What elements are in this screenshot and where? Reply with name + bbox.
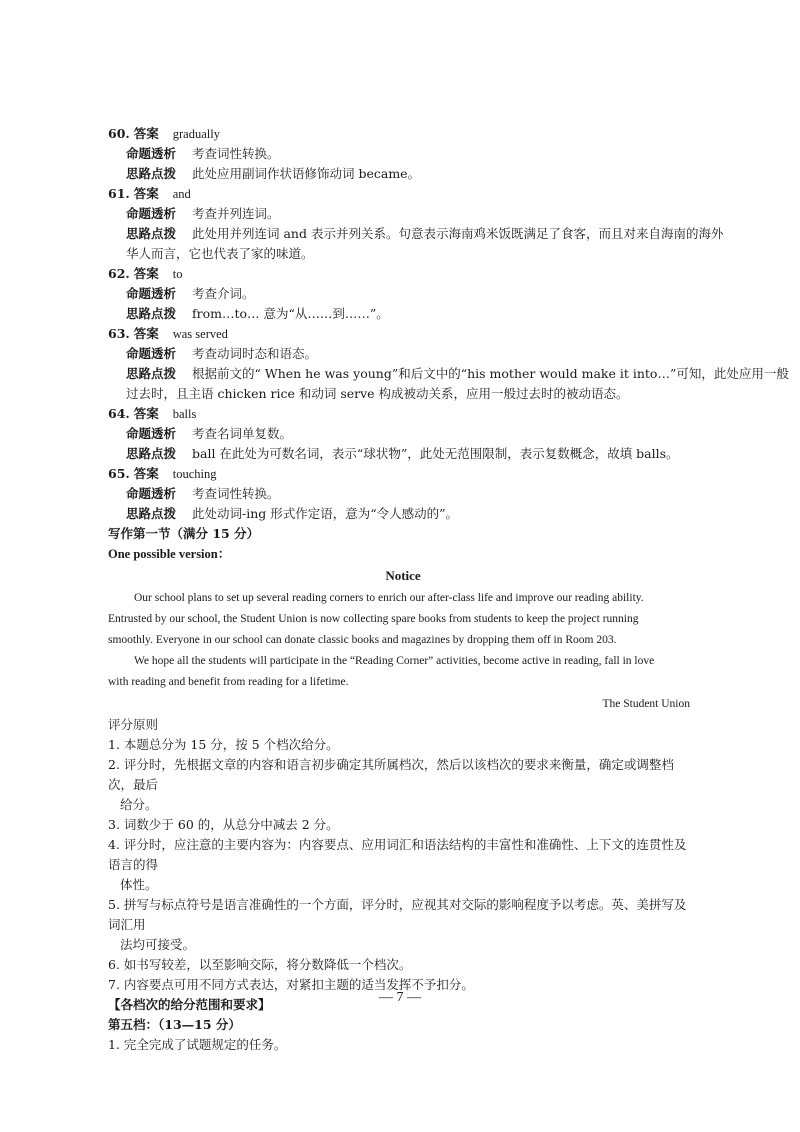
question-number: 65. bbox=[108, 466, 130, 481]
analysis-label: 命题透析 bbox=[126, 486, 177, 501]
rule-item: 2. 评分时，先根据文章的内容和语言初步确定其所属档次，然后以该档次的要求来衡量，确定或调整档次，最后 bbox=[108, 757, 674, 792]
hint-text-continued: 过去时，且主语 chicken rice 和动词 serve 构成被动关系，应用一般过去时的被动语态。 bbox=[126, 386, 629, 401]
essay-paragraph-1 bbox=[108, 588, 698, 651]
hint-text: ball 在此处为可数名词，表示“球状物”，此处无范围限制，表示复数概念，故填 balls。 bbox=[192, 446, 679, 461]
essay-signature: The Student Union bbox=[602, 698, 690, 710]
question-60 bbox=[108, 124, 698, 184]
answer-label: 答案 bbox=[133, 126, 159, 141]
notice-title: Notice bbox=[385, 568, 421, 583]
question-number: 62. bbox=[108, 266, 130, 281]
analysis-label: 命题透析 bbox=[126, 286, 177, 301]
analysis-label: 命题透析 bbox=[126, 206, 177, 221]
answer-label: 答案 bbox=[133, 186, 159, 201]
scoring-rules bbox=[108, 735, 698, 995]
essay-paragraph-2 bbox=[108, 651, 698, 693]
question-number: 61. bbox=[108, 186, 130, 201]
hint-label: 思路点拨 bbox=[126, 446, 177, 461]
grade-header: 【各档次的给分范围和要求】 bbox=[108, 997, 271, 1012]
hint-text: 此处动词-ing 形式作定语，意为“令人感动的”。 bbox=[192, 506, 459, 521]
hint-text: 此处用并列连词 and 表示并列关系。句意表示海南鸡米饭既满足了食客，而且对来自海南的海外 bbox=[192, 226, 724, 241]
analysis-text: 考查名词单复数。 bbox=[192, 426, 293, 441]
analysis-text: 考查词性转换。 bbox=[192, 486, 280, 501]
question-64 bbox=[108, 404, 698, 464]
essay-line: We hope all the students will participate in the “Reading Corner” activities, become active in reading, fall in love bbox=[134, 655, 655, 667]
question-65 bbox=[108, 464, 698, 524]
answer-label: 答案 bbox=[133, 466, 159, 481]
analysis-label: 命题透析 bbox=[126, 146, 177, 161]
hint-label: 思路点拨 bbox=[126, 366, 177, 381]
question-number: 60. bbox=[108, 126, 130, 141]
question-61 bbox=[108, 184, 724, 264]
analysis-text: 考查并列连词。 bbox=[192, 206, 280, 221]
answer-value: to bbox=[172, 267, 183, 281]
hint-text-continued: 华人而言，它也代表了家的味道。 bbox=[126, 246, 314, 261]
rule-item: 4. 评分时，应注意的主要内容为：内容要点、应用词汇和语法结构的丰富性和准确性、上下文的连贯性及语言的得 bbox=[108, 837, 687, 872]
question-number: 64. bbox=[108, 406, 130, 421]
answer-label: 答案 bbox=[133, 266, 159, 281]
question-number: 63. bbox=[108, 326, 130, 341]
hint-label: 思路点拨 bbox=[126, 226, 177, 241]
rule-item: 3. 词数少于 60 的，从总分中减去 2 分。 bbox=[108, 817, 339, 832]
question-63 bbox=[108, 324, 789, 404]
hint-label: 思路点拨 bbox=[126, 166, 177, 181]
analysis-text: 考查动词时态和语态。 bbox=[192, 346, 318, 361]
hint-label: 思路点拨 bbox=[126, 306, 177, 321]
rule-item: 1. 本题总分为 15 分，按 5 个档次给分。 bbox=[108, 737, 339, 752]
essay-line: smoothly. Everyone in our school can donate classic books and magazines by dropping them off in Room 203. bbox=[108, 634, 617, 646]
hint-label: 思路点拨 bbox=[126, 506, 177, 521]
hint-text: from…to… 意为“从……到……”。 bbox=[192, 306, 389, 321]
hint-text: 此处应用副词作状语修饰动词 became。 bbox=[192, 166, 421, 181]
page-number: — 7 — bbox=[379, 990, 421, 1005]
answer-value: and bbox=[172, 187, 191, 201]
possible-version-label: One possible version： bbox=[108, 547, 231, 561]
analysis-text: 考查介词。 bbox=[192, 286, 255, 301]
analysis-label: 命题透析 bbox=[126, 426, 177, 441]
scoring-title: 评分原则 bbox=[108, 717, 159, 732]
rule-item-continued: 体性。 bbox=[120, 877, 158, 892]
analysis-label: 命题透析 bbox=[126, 346, 177, 361]
writing-section-title: 写作第一节（满分 15 分） bbox=[108, 526, 260, 541]
essay-line: Our school plans to set up several reading corners to enrich our after-class life and improve our reading ability. bbox=[134, 592, 644, 604]
question-62 bbox=[108, 264, 698, 324]
hint-text: 根据前文的“ When he was young”和后文中的“his mother would make it into…”可知，此处应用一般 bbox=[192, 366, 789, 381]
rule-item-continued: 给分。 bbox=[120, 797, 158, 812]
rule-item: 7. 内容要点可用不同方式表达，对紧扣主题的适当发挥不予扣分。 bbox=[108, 977, 474, 992]
answer-value: gradually bbox=[172, 127, 220, 141]
answer-value: balls bbox=[172, 407, 197, 421]
analysis-text: 考查词性转换。 bbox=[192, 146, 280, 161]
answer-value: was served bbox=[172, 327, 228, 341]
rule-item: 6. 如书写较差，以至影响交际，将分数降低一个档次。 bbox=[108, 957, 412, 972]
essay-line: with reading and benefit from reading for a lifetime. bbox=[108, 676, 349, 688]
essay-line: Entrusted by our school, the Student Union is now collecting spare books from students to keep the project running bbox=[108, 613, 639, 625]
answer-key-page bbox=[108, 124, 789, 1055]
rule-item-continued: 法均可接受。 bbox=[120, 937, 196, 952]
answer-label: 答案 bbox=[133, 406, 159, 421]
answer-value: touching bbox=[172, 467, 217, 481]
rule-item: 5. 拼写与标点符号是语言准确性的一个方面，评分时，应视其对交际的影响程度予以考虑。英、美拼写及词汇用 bbox=[108, 897, 687, 932]
grade-5-title: 第五档：（13—15 分） bbox=[108, 1017, 241, 1032]
grade-5-item: 1. 完全完成了试题规定的任务。 bbox=[108, 1037, 287, 1052]
answer-label: 答案 bbox=[133, 326, 159, 341]
